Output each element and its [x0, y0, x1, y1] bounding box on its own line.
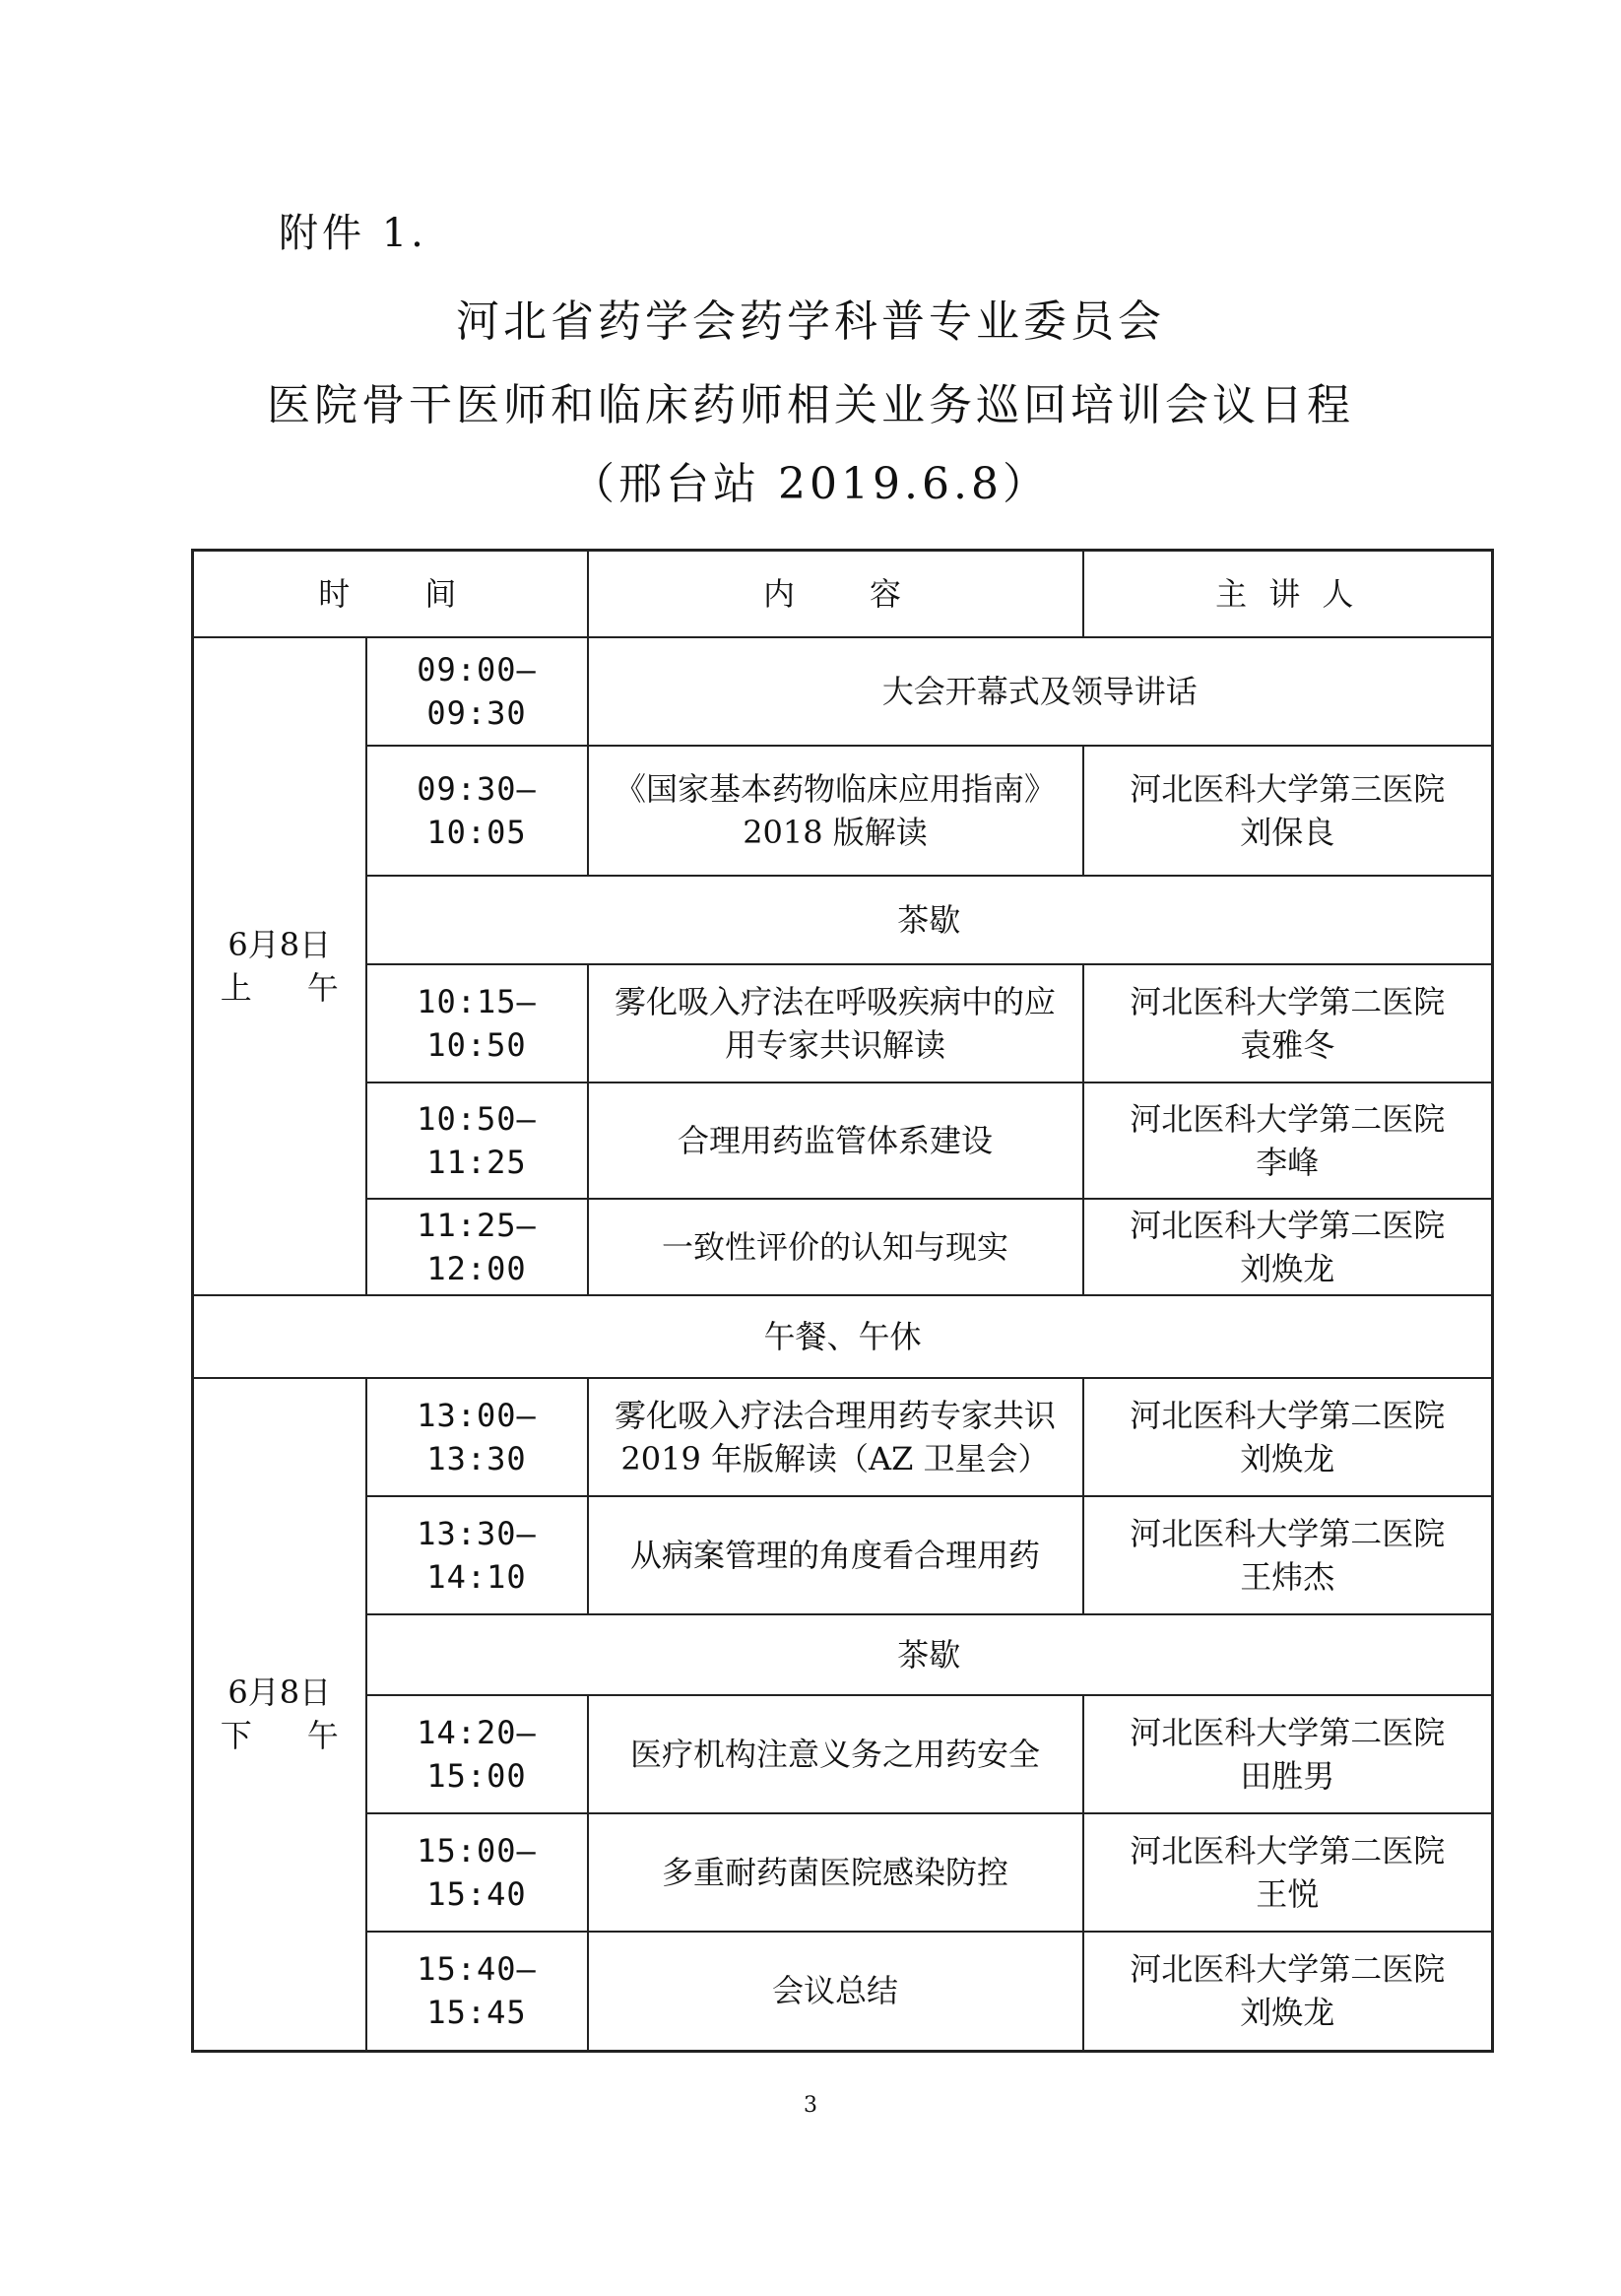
table-row	[193, 1496, 1493, 1614]
content-cell: 多重耐药菌医院感染防控	[588, 1813, 1083, 1932]
speaker-cell: 河北医科大学第二医院 田胜男	[1083, 1695, 1493, 1813]
lunch-row	[193, 1295, 1493, 1378]
content-cell: 医疗机构注意义务之用药安全	[588, 1695, 1083, 1813]
content-cell: 《国家基本药物临床应用指南》 2018 版解读	[588, 746, 1083, 876]
time-cell: 13:30—14:10	[366, 1496, 588, 1614]
break-row	[193, 1614, 1493, 1695]
header-time: 时 间	[193, 551, 588, 637]
speaker-cell: 河北医科大学第二医院 王炜杰	[1083, 1496, 1493, 1614]
title-line-2: 医院骨干医师和临床药师相关业务巡回培训会议日程	[267, 380, 1354, 430]
speaker-cell: 河北医科大学第二医院 李峰	[1083, 1082, 1493, 1199]
title-line-3: （邢台站 2019.6.8）	[571, 459, 1050, 509]
time-cell: 09:00—09:30	[366, 637, 588, 746]
time-cell: 10:50—11:25	[366, 1082, 588, 1199]
content-cell: 大会开幕式及领导讲话	[588, 637, 1493, 746]
table-row	[193, 1695, 1493, 1813]
table-row	[193, 964, 1493, 1082]
speaker-cell: 河北医科大学第二医院 刘焕龙	[1083, 1932, 1493, 2052]
speaker-cell: 河北医科大学第二医院 王悦	[1083, 1813, 1493, 1932]
date-cell-afternoon: 6月8日 下 午	[193, 1378, 366, 2052]
title-line-1: 河北省药学会药学科普专业委员会	[456, 296, 1165, 347]
header-content: 内 容	[588, 551, 1083, 637]
schedule-table	[191, 549, 1494, 2053]
content-cell: 雾化吸入疗法在呼吸疾病中的应 用专家共识解读	[588, 964, 1083, 1082]
table-row	[193, 1378, 1493, 1496]
break-row	[193, 876, 1493, 964]
lunch-break: 午餐、午休	[193, 1295, 1493, 1378]
tea-break: 茶歇	[366, 876, 1493, 964]
speaker-cell: 河北医科大学第二医院 刘焕龙	[1083, 1378, 1493, 1496]
time-cell: 15:00—15:40	[366, 1813, 588, 1932]
table-row	[193, 1082, 1493, 1199]
content-cell: 雾化吸入疗法合理用药专家共识 2019 年版解读（AZ 卫星会）	[588, 1378, 1083, 1496]
date-cell-morning: 6月8日 上 午	[193, 637, 366, 1295]
table-row	[193, 1199, 1493, 1295]
header-speaker: 主 讲 人	[1083, 551, 1493, 637]
speaker-cell: 河北医科大学第二医院 袁雅冬	[1083, 964, 1493, 1082]
time-cell: 14:20—15:00	[366, 1695, 588, 1813]
content-cell: 合理用药监管体系建设	[588, 1082, 1083, 1199]
time-cell: 10:15—10:50	[366, 964, 588, 1082]
content-cell: 一致性评价的认知与现实	[588, 1199, 1083, 1295]
tea-break: 茶歇	[366, 1614, 1493, 1695]
table-row	[193, 746, 1493, 876]
time-cell: 09:30—10:05	[366, 746, 588, 876]
speaker-cell: 河北医科大学第二医院 刘焕龙	[1083, 1199, 1493, 1295]
time-cell: 11:25—12:00	[366, 1199, 588, 1295]
attachment-label: 附件 1.	[279, 211, 427, 256]
table-row	[193, 1813, 1493, 1932]
content-cell: 从病案管理的角度看合理用药	[588, 1496, 1083, 1614]
content-cell: 会议总结	[588, 1932, 1083, 2052]
page-number: 3	[804, 2093, 817, 2118]
header-row	[193, 551, 1493, 637]
table-row	[193, 1932, 1493, 2052]
speaker-cell: 河北医科大学第三医院 刘保良	[1083, 746, 1493, 876]
time-cell: 15:40—15:45	[366, 1932, 588, 2052]
time-cell: 13:00—13:30	[366, 1378, 588, 1496]
table-row	[193, 637, 1493, 746]
